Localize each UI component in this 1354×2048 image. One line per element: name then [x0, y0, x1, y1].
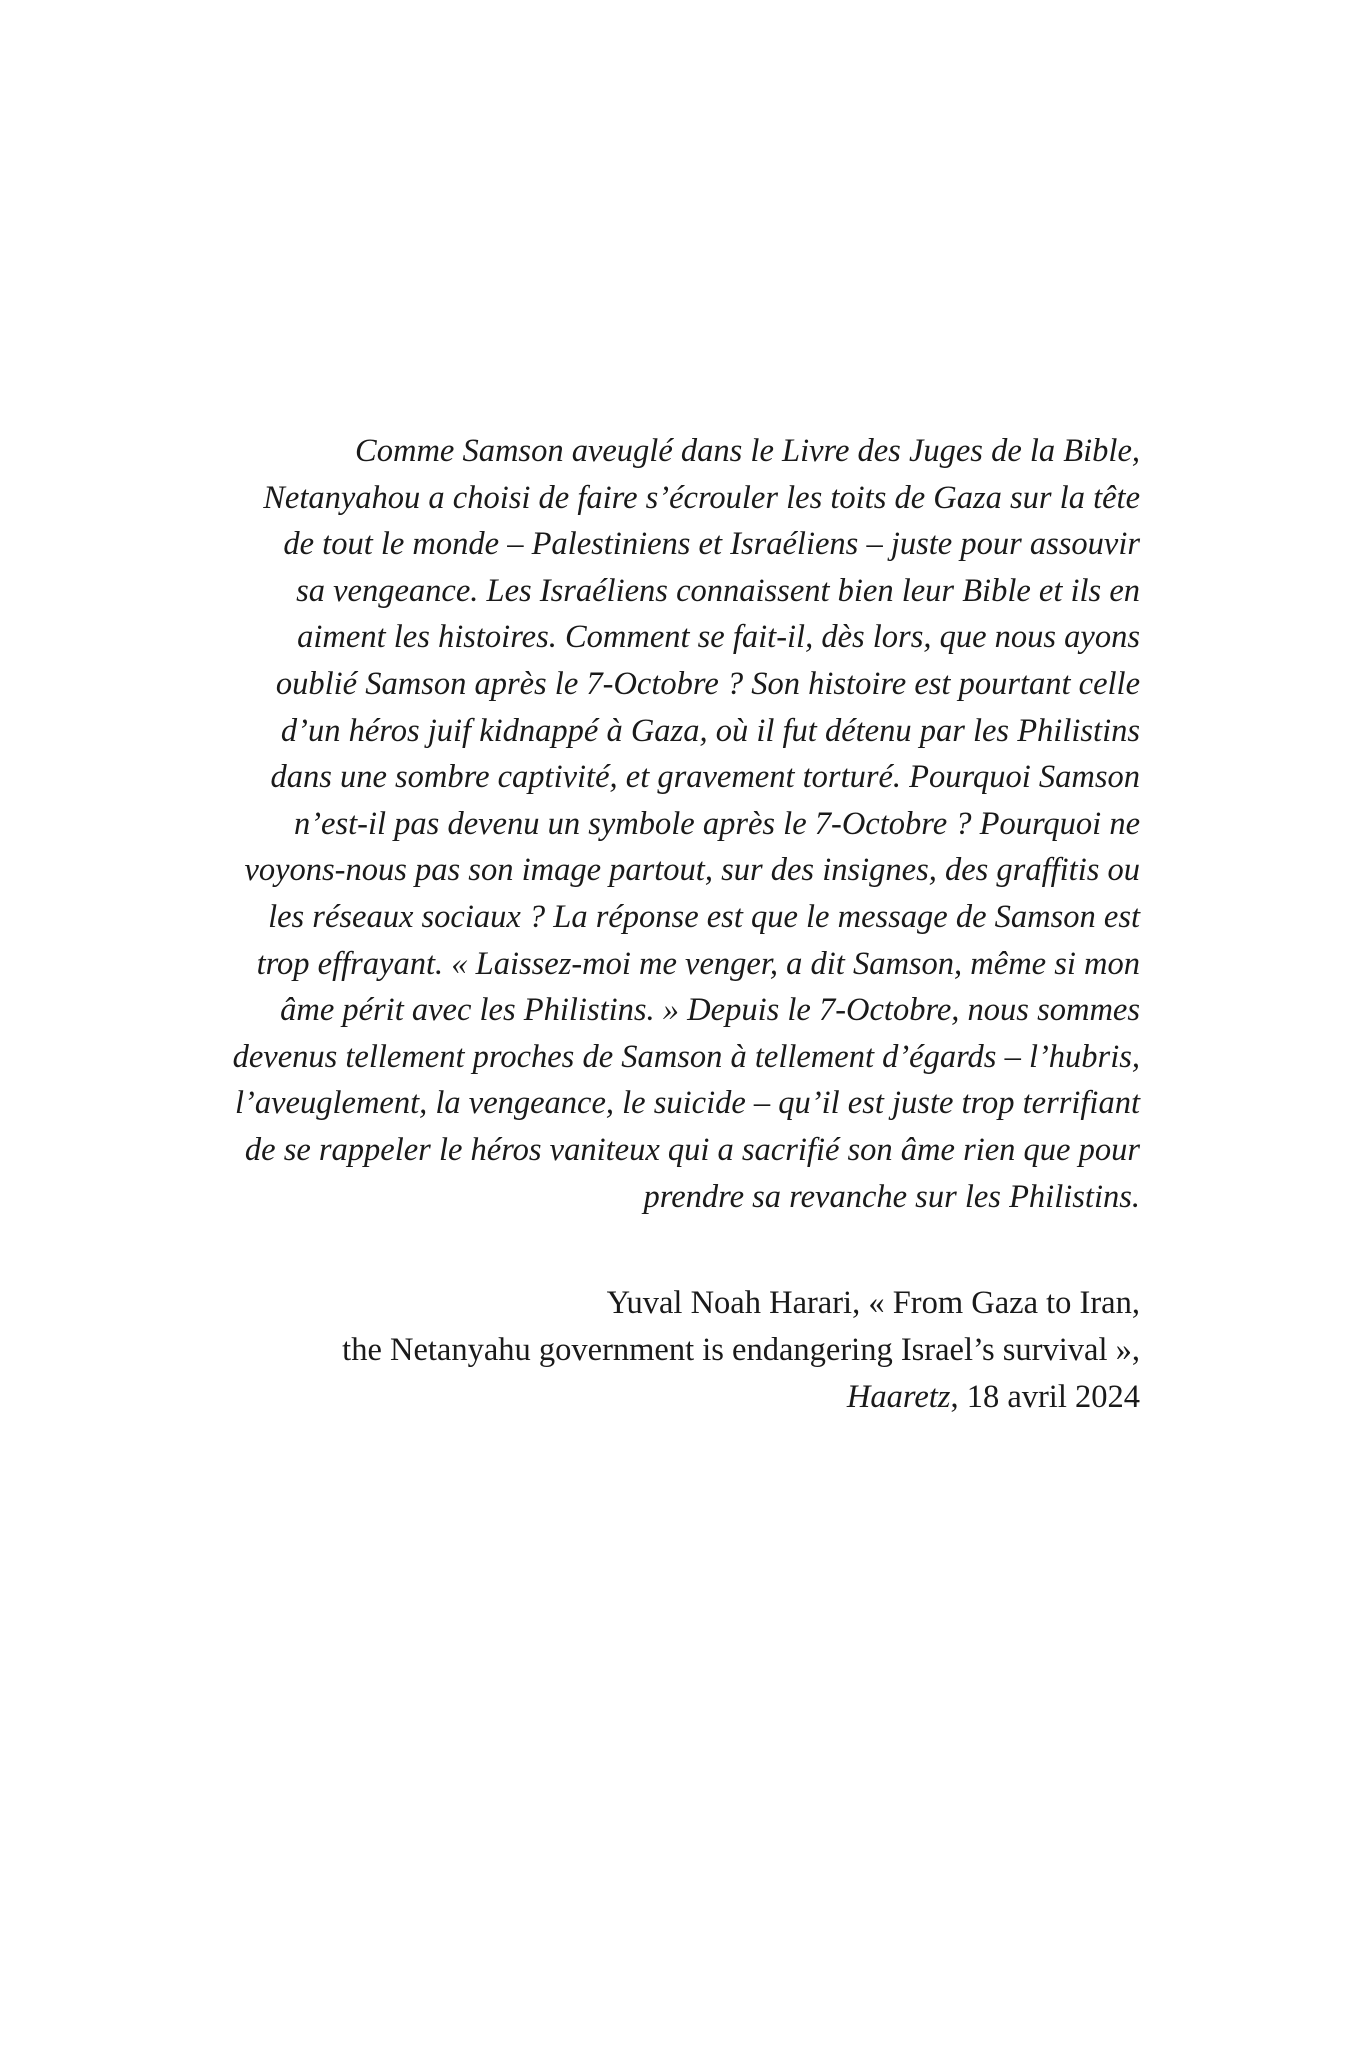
quote-line: les réseaux sociaux ? La réponse est que le message de Samson est [268, 898, 1140, 935]
quote-line: sa vengeance. Les Israéliens connaissent bien leur Bible et ils en [296, 572, 1140, 609]
epigraph-quote [220, 428, 1140, 1220]
quote-line: prendre sa revanche sur les Philistins. [643, 1178, 1140, 1215]
quote-line: âme périt avec les Philistins. » Depuis le 7-Octobre, nous sommes [280, 992, 1140, 1029]
quote-line: n’est-il pas devenu un symbole après le 7-Octobre ? Pourquoi ne [293, 805, 1140, 842]
quote-line: Comme Samson aveuglé dans le Livre des Juges de la Bible, [355, 433, 1140, 469]
quote-line: oublié Samson après le 7-Octobre ? Son histoire est pourtant celle [275, 665, 1140, 702]
attribution-source-line [220, 1374, 1140, 1421]
quote-line: aiment les histoires. Comment se fait-il, dès lors, que nous ayons [297, 619, 1140, 656]
quote-line: l’aveuglement, la vengeance, le suicide – qu’il est juste trop terrifiant [235, 1085, 1140, 1122]
quote-line: de tout le monde – Palestiniens et Israéliens – juste pour assouvir [283, 526, 1140, 563]
quote-line: dans une sombre captivité, et gravement torturé. Pourquoi Samson [270, 759, 1140, 796]
publication-name: Haaretz [846, 1379, 951, 1416]
publication-date: , 18 avril 2024 [950, 1379, 1140, 1416]
epigraph-attribution [220, 1280, 1140, 1421]
quote-line: d’un héros juif kidnappé à Gaza, où il fut détenu par les Philistins [280, 712, 1140, 749]
quote-line: voyons-nous pas son image partout, sur des insignes, des graffitis ou [244, 852, 1140, 889]
epigraph [220, 428, 1140, 1421]
quote-line: devenus tellement proches de Samson à tellement d’égards – l’hubris, [232, 1038, 1140, 1075]
quote-line: de se rappeler le héros vaniteux qui a sacrifié son âme rien que pour [244, 1131, 1140, 1168]
quote-line: Netanyahou a choisi de faire s’écrouler les toits de Gaza sur la tête [263, 479, 1140, 516]
attribution-author-line: Yuval Noah Harari, « From Gaza to Iran, [606, 1285, 1140, 1322]
attribution-title-line: the Netanyahu government is endangering Israel’s survival », [342, 1332, 1140, 1369]
quote-line: trop effrayant. « Laissez-moi me venger, a dit Samson, même si mon [256, 945, 1140, 982]
